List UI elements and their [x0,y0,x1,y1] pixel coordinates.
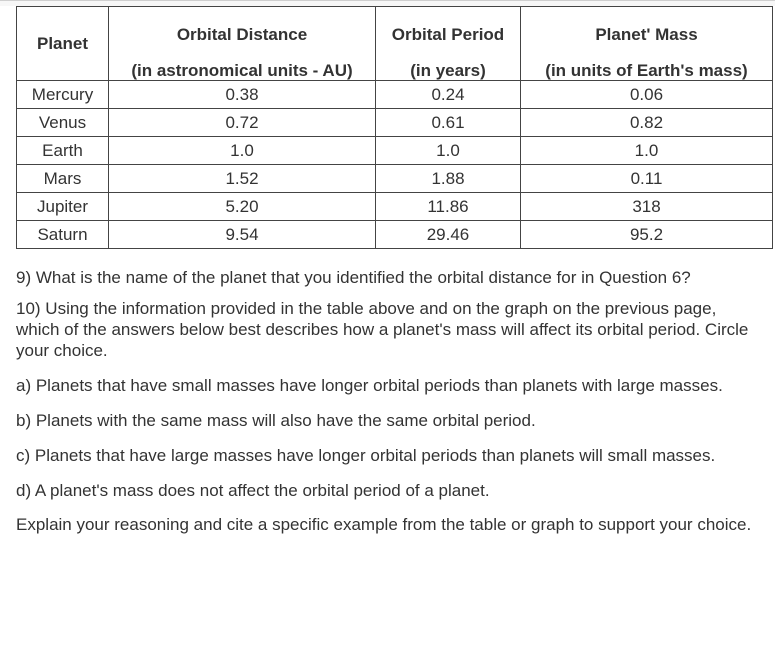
table-row [17,81,773,109]
cell-distance: 1.52 [109,165,376,193]
cell-mass: 95.2 [521,221,773,249]
cell-mass: 1.0 [521,137,773,165]
cell-period: 0.61 [376,109,521,137]
cell-mass: 0.11 [521,165,773,193]
cell-distance: 9.54 [109,221,376,249]
cell-period: 1.0 [376,137,521,165]
cell-distance: 5.20 [109,193,376,221]
cell-planet: Saturn [17,221,109,249]
table-header-row [17,7,773,81]
cell-planet: Jupiter [17,193,109,221]
header-orbital-period-title: Orbital Period [391,25,505,44]
cell-planet: Mars [17,165,109,193]
cell-period: 11.86 [376,193,521,221]
cell-planet: Mercury [17,81,109,109]
cell-distance: 1.0 [109,137,376,165]
table-row [17,193,773,221]
cell-mass: 318 [521,193,773,221]
question-9: 9) What is the name of the planet that you identified the orbital distance for in Question 6? [16,268,691,287]
cell-period: 29.46 [376,221,521,249]
header-orbital-period [376,7,521,81]
answer-option-c[interactable]: c) Planets that have large masses have longer orbital periods than planets will small masses. [16,446,716,465]
planet-data-table [16,6,773,249]
cell-period: 1.88 [376,165,521,193]
table-row [17,165,773,193]
header-planet-mass-title: Planet' Mass [595,25,698,44]
question-10: 10) Using the information provided in the table above and on the graph on the previous page, which of the answers below best describes how a planet's mass will affect its orbital period. Circle your choice. [16,299,749,360]
table-row [17,109,773,137]
cell-mass: 0.06 [521,81,773,109]
explain-prompt: Explain your reasoning and cite a specific example from the table or graph to support your choice. [16,515,752,534]
cell-period: 0.24 [376,81,521,109]
cell-mass: 0.82 [521,109,773,137]
question-section [16,267,756,535]
cell-planet: Earth [17,137,109,165]
header-planet-mass-units: (in units of Earth's mass) [545,61,748,80]
table-row [17,221,773,249]
table-row [17,137,773,165]
answer-option-d[interactable]: d) A planet's mass does not affect the orbital period of a planet. [16,481,490,500]
header-planet-title: Planet [36,33,89,53]
header-orbital-distance-title: Orbital Distance [176,25,308,44]
header-orbital-distance-units: (in astronomical units - AU) [131,61,353,80]
cell-distance: 0.72 [109,109,376,137]
header-planet-mass [521,7,773,81]
cell-distance: 0.38 [109,81,376,109]
header-orbital-distance [109,7,376,81]
header-orbital-period-units: (in years) [410,61,486,80]
answer-option-a[interactable]: a) Planets that have small masses have longer orbital periods than planets with large masses. [16,376,723,395]
cell-planet: Venus [17,109,109,137]
header-planet [17,7,109,81]
answer-option-b[interactable]: b) Planets with the same mass will also have the same orbital period. [16,411,536,430]
